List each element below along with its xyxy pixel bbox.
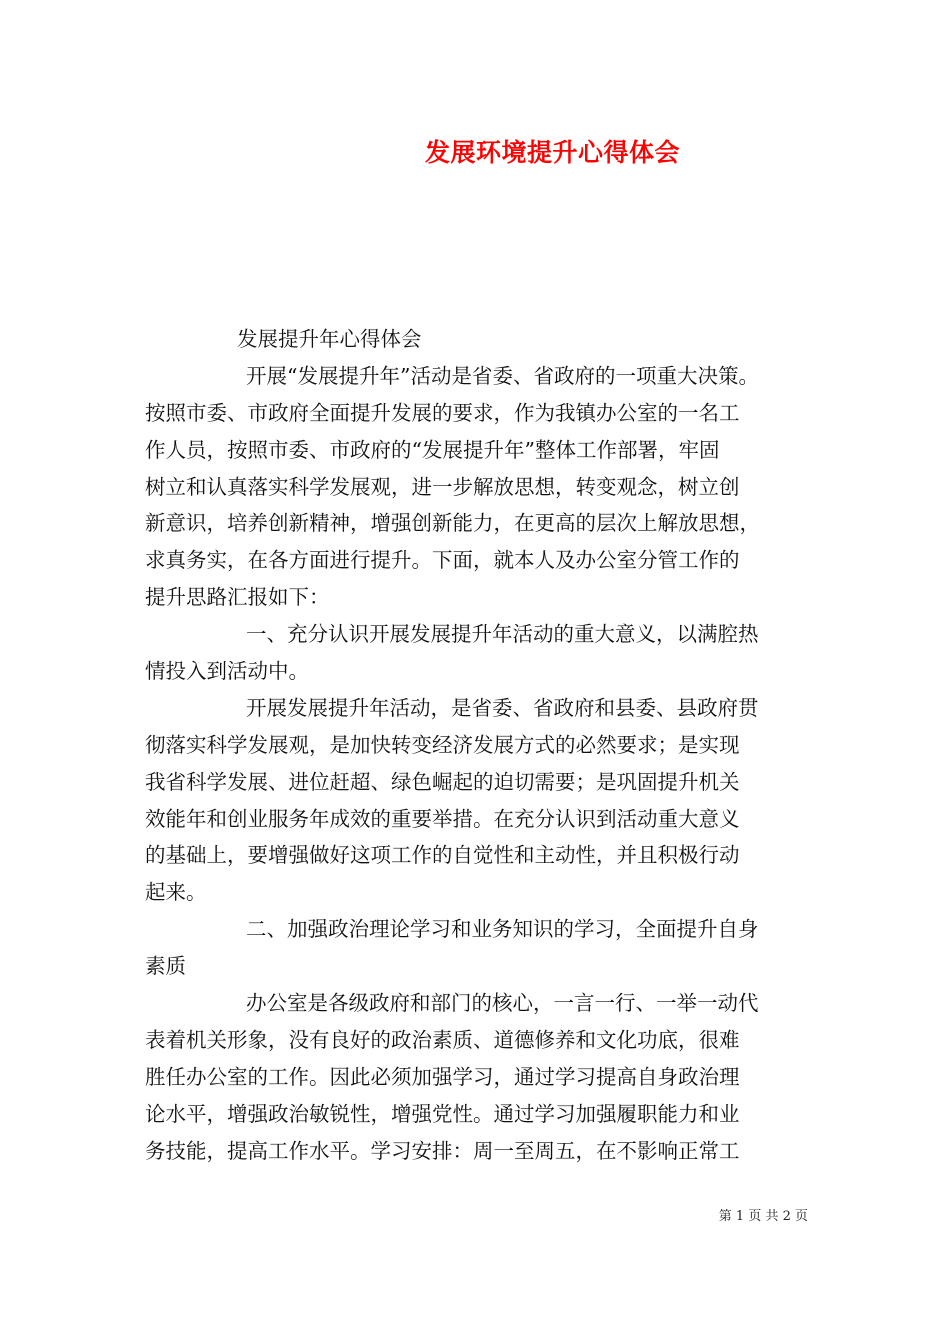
text-line: 求真务实，在各方面进行提升。下面，就本人及办公室分管工作的 (145, 548, 740, 573)
text-line: 新意识，培养创新精神，增强创新能力，在更高的层次上解放思想， (145, 511, 760, 536)
text-line: 提升思路汇报如下： (145, 585, 330, 610)
text-line: 作人员，按照市委、市政府的“发展提升年”整体工作部署，牢固 (145, 437, 720, 462)
text-line: 胜任办公室的工作。因此必须加强学习，通过学习提高自身政治理 (145, 1064, 740, 1089)
text-line: 按照市委、市政府全面提升发展的要求，作为我镇办公室的一名工 (145, 400, 740, 425)
text-line: 一、充分认识开展发展提升年活动的重大意义，以满腔热 (246, 622, 759, 647)
text-line: 树立和认真落实科学发展观，进一步解放思想，转变观念，树立创 (145, 474, 740, 499)
text-line: 起来。 (145, 880, 207, 905)
page-number: 第 1 页 共 2 页 (718, 1209, 808, 1224)
document-subtitle: 发展提升年心得体会 (237, 327, 422, 351)
text-line: 彻落实科学发展观，是加快转变经济发展方式的必然要求；是实现 (145, 732, 740, 757)
text-line: 情投入到活动中。 (145, 659, 309, 684)
paragraph-lines (145, 358, 810, 1170)
text-line: 效能年和创业服务年成效的重要举措。在充分认识到活动重大意义 (145, 806, 740, 831)
text-line: 务技能，提高工作水平。学习安排：周一至周五，在不影响正常工 (145, 1138, 740, 1163)
text-line: 开展发展提升年活动，是省委、省政府和县委、县政府贯 (246, 695, 759, 720)
text-line: 办公室是各级政府和部门的核心，一言一行、一举一动代 (246, 991, 759, 1016)
document-title: 发展环境提升心得体会 (424, 138, 680, 167)
text-line: 开展“发展提升年”活动是省委、省政府的一项重大决策。 (246, 363, 759, 388)
document-body (145, 321, 810, 1169)
text-line: 二、加强政治理论学习和业务知识的学习，全面提升自身 (246, 917, 759, 942)
text-line: 表着机关形象，没有良好的政治素质、道德修养和文化功底，很难 (145, 1027, 740, 1052)
text-line: 论水平，增强政治敏锐性，增强党性。通过学习加强履职能力和业 (145, 1101, 740, 1126)
text-line: 我省科学发展、进位赶超、绿色崛起的迫切需要；是巩固提升机关 (145, 769, 740, 794)
text-line: 的基础上，要增强做好这项工作的自觉性和主动性，并且积极行动 (145, 843, 740, 868)
text-line: 素质 (145, 954, 186, 979)
